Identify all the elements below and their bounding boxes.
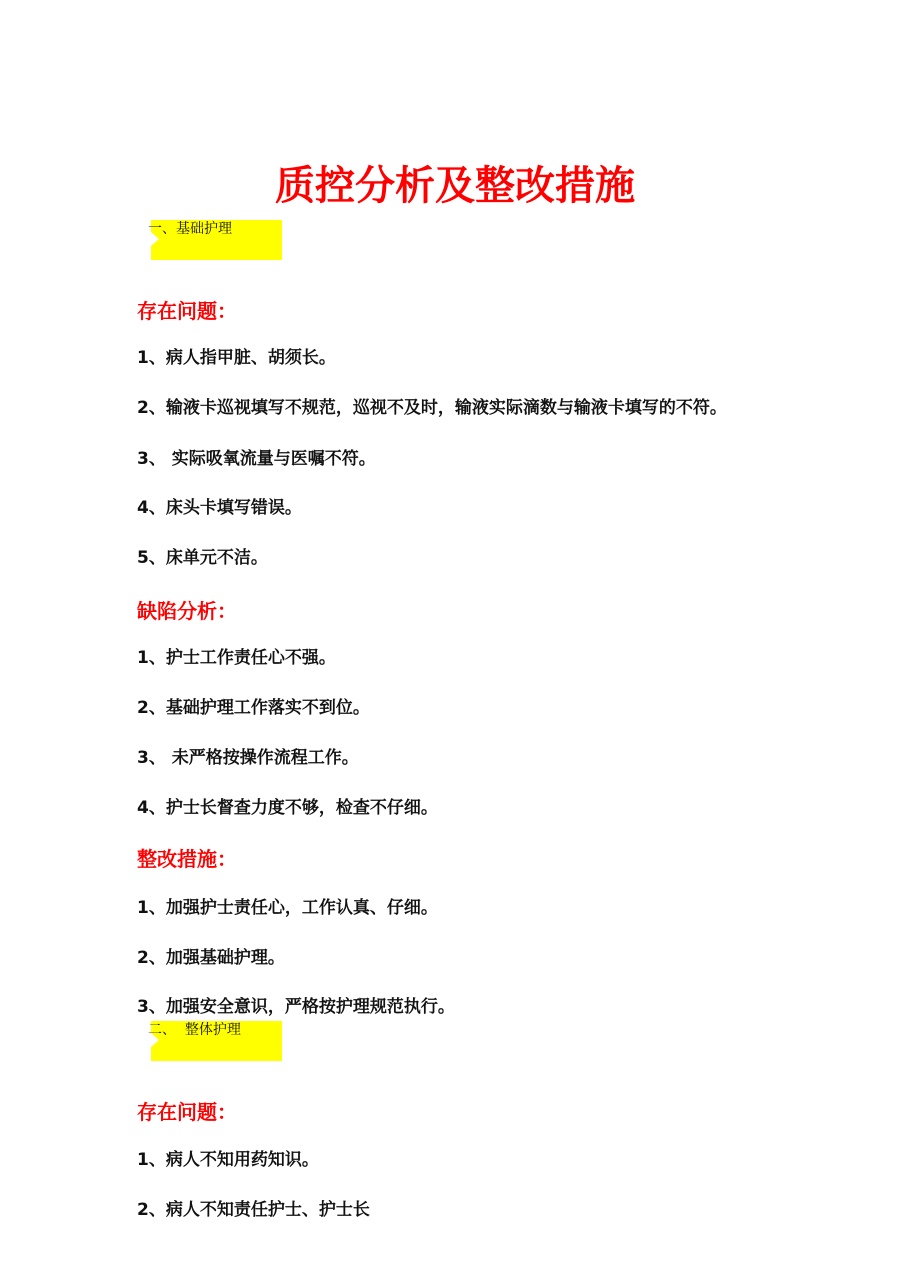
document-title: 质控分析及整改措施 [275,163,635,209]
list-item: 2、输液卡巡视填写不规范，巡视不及时，输液实际滴数与输液卡填写的不符。 [137,398,727,418]
section-heading-problems: 存在问题： [137,1100,237,1124]
list-item: 5、床单元不洁。 [137,548,268,568]
list-item: 1、病人不知用药知识。 [137,1150,319,1170]
list-item: 1、护士工作责任心不强。 [137,648,336,668]
list-item: 1、病人指甲脏、胡须长。 [137,348,336,368]
list-item: 4、床头卡填写错误。 [137,498,302,518]
section-tag-holistic-care [148,1021,282,1061]
list-item: 3、 未严格按操作流程工作。 [137,748,359,768]
list-item: 3、 实际吸氧流量与医嘱不符。 [137,449,376,469]
list-item: 2、病人不知责任护士、护士长 [137,1200,370,1220]
section-heading-corrective-measures: 整改措施： [137,847,237,871]
section-tag-label: 二、 整体护理 [148,1022,241,1038]
list-item: 2、基础护理工作落实不到位。 [137,698,370,718]
list-item: 1、加强护士责任心，工作认真、仔细。 [137,898,438,918]
list-item: 3、加强安全意识，严格按护理规范执行。 [137,997,455,1017]
section-tag-basic-care [148,220,282,260]
section-tag-label: 一、基础护理 [148,221,232,237]
section-heading-problems: 存在问题： [137,299,237,323]
section-heading-defect-analysis: 缺陷分析： [137,599,237,623]
list-item: 2、加强基础护理。 [137,948,285,968]
list-item: 4、护士长督查力度不够，检查不仔细。 [137,798,438,818]
